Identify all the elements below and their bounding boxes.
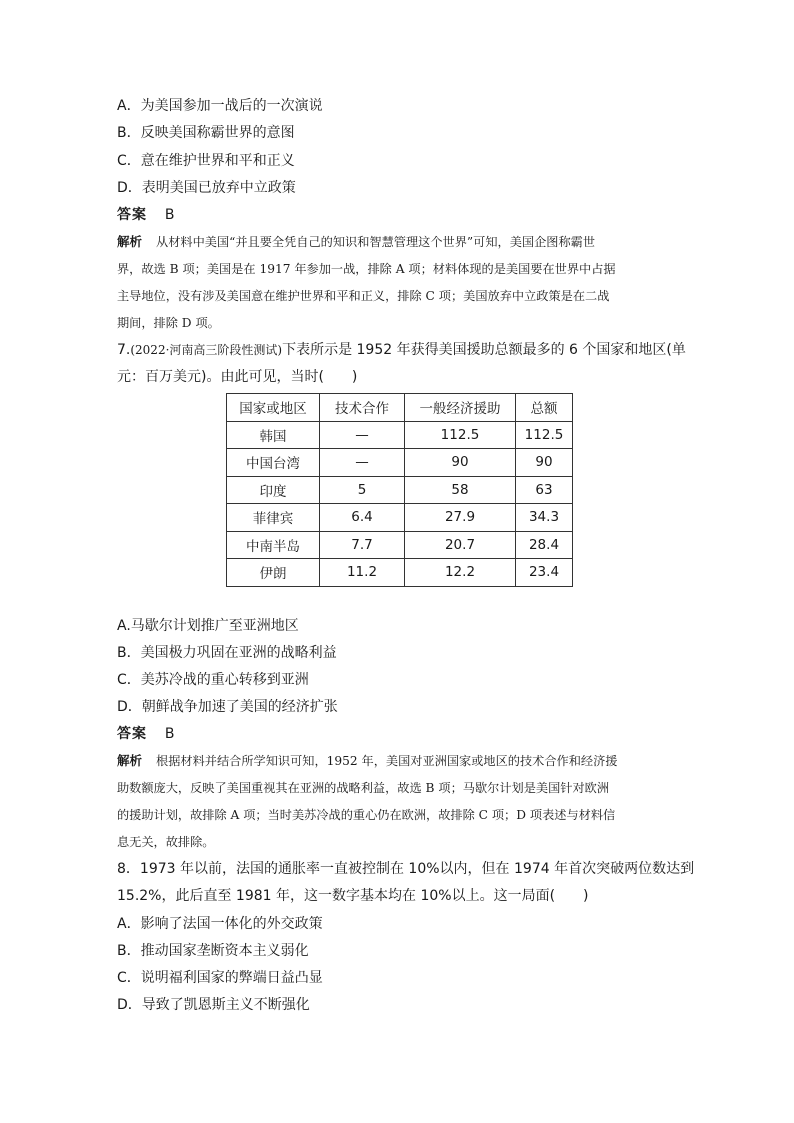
- table-cell: 伊朗: [227, 559, 320, 587]
- q7-stem-line-1: [117, 340, 686, 360]
- table-cell: 6.4: [320, 504, 405, 532]
- q7-option-b: B．美国极力巩固在亚洲的战略利益: [117, 645, 337, 661]
- table-row: [227, 504, 573, 532]
- q6-option-b: B．反映美国称霸世界的意图: [117, 125, 295, 141]
- q7-option-d: D．朝鲜战争加速了美国的经济扩张: [117, 699, 338, 715]
- table-header-cell: 一般经济援助: [405, 394, 516, 422]
- q7-analysis-label: 解析: [117, 753, 143, 768]
- table-cell: 27.9: [405, 504, 516, 532]
- q7-analysis-line-3: 的援助计划，故排除 A 项；当时美苏冷战的重心仍在欧洲，故排除 C 项；D 项表述与材料信: [117, 808, 616, 822]
- q7-answer-label: 答案: [117, 726, 147, 742]
- table-cell: 韩国: [227, 421, 320, 449]
- table-cell: 90: [405, 449, 516, 477]
- table-cell: 63: [516, 476, 573, 504]
- q8-option-a: A．影响了法国一体化的外交政策: [117, 916, 323, 932]
- table-header-cell: 总额: [516, 394, 573, 422]
- table-header-cell: 国家或地区: [227, 394, 320, 422]
- q6-analysis-line-3: 主导地位，没有涉及美国意在维护世界和平和正义，排除 C 项；美国放弃中立政策是在二战: [117, 289, 610, 303]
- table-row: [227, 531, 573, 559]
- q7-analysis-line-1: [117, 751, 617, 771]
- table-cell: 90: [516, 449, 573, 477]
- table-header-row: [227, 394, 573, 422]
- table-cell: 112.5: [516, 421, 573, 449]
- q7-analysis-line-2: 助数额庞大，反映了美国重视其在亚洲的战略利益，故选 B 项；马歇尔计划是美国针对欧洲: [117, 781, 610, 795]
- q7-analysis-text-1: 根据材料并结合所学知识可知，1952 年，美国对亚洲国家或地区的技术合作和经济援: [156, 754, 618, 768]
- table-cell: 中南半岛: [227, 531, 320, 559]
- q6-analysis-label: 解析: [117, 234, 143, 249]
- table-cell: 印度: [227, 476, 320, 504]
- q8-option-c: C．说明福利国家的弊端日益凸显: [117, 970, 323, 986]
- table-cell: 5: [320, 476, 405, 504]
- table-cell: 58: [405, 476, 516, 504]
- q6-option-d: D．表明美国已放弃中立政策: [117, 180, 296, 196]
- q7-answer: [117, 724, 174, 744]
- table-cell: 菲律宾: [227, 504, 320, 532]
- q8-stem-line-2: 15.2%，此后直至 1981 年，这一数字基本均在 10%以上。这一局面( ): [117, 888, 589, 904]
- table-cell: 112.5: [405, 421, 516, 449]
- q6-option-a: A．为美国参加一战后的一次演说: [117, 98, 323, 114]
- table-cell: 12.2: [405, 559, 516, 587]
- q6-analysis-line-4: 期间，排除 D 项。: [117, 316, 220, 330]
- table-header-cell: 技术合作: [320, 394, 405, 422]
- q7-stem-text-1: 下表所示是 1952 年获得美国援助总额最多的 6 个国家和地区(单: [282, 342, 686, 358]
- q7-number: 7.: [117, 342, 131, 358]
- aid-table: [226, 393, 573, 587]
- q7-source: (2022·河南高三阶段性测试): [130, 343, 283, 357]
- q6-answer: [117, 205, 174, 225]
- table-cell: 34.3: [516, 504, 573, 532]
- table-row: [227, 449, 573, 477]
- table-cell: —: [320, 449, 405, 477]
- q7-stem-line-2: 元：百万美元)。由此可见，当时( ): [117, 369, 358, 385]
- q7-option-c: C．美苏冷战的重心转移到亚洲: [117, 672, 309, 688]
- q6-analysis-text-1: 从材料中美国“并且要全凭自己的知识和智慧管理这个世界”可知，美国企图称霸世: [156, 235, 596, 249]
- q8-option-d: D．导致了凯恩斯主义不断强化: [117, 997, 310, 1013]
- table-cell: —: [320, 421, 405, 449]
- q7-option-a: A.马歇尔计划推广至亚洲地区: [117, 618, 299, 634]
- table-cell: 中国台湾: [227, 449, 320, 477]
- q7-answer-value: B: [164, 726, 175, 742]
- q7-analysis-line-4: 息无关，故排除。: [117, 835, 215, 849]
- q6-option-c: C．意在维护世界和平和正义: [117, 153, 295, 169]
- table-cell: 11.2: [320, 559, 405, 587]
- table-cell: 20.7: [405, 531, 516, 559]
- q6-answer-label: 答案: [117, 207, 147, 223]
- q6-analysis-line-1: [117, 232, 595, 252]
- q8-option-b: B．推动国家垄断资本主义弱化: [117, 943, 309, 959]
- q6-answer-value: B: [164, 207, 175, 223]
- table-row: [227, 421, 573, 449]
- table-row: [227, 559, 573, 587]
- table-row: [227, 476, 573, 504]
- q8-stem-line-1: 8．1973 年以前，法国的通胀率一直被控制在 10%以内，但在 1974 年首次突破两位数达到: [117, 861, 695, 877]
- table-cell: 7.7: [320, 531, 405, 559]
- table-cell: 23.4: [516, 559, 573, 587]
- table-cell: 28.4: [516, 531, 573, 559]
- q6-analysis-line-2: 界，故选 B 项；美国是在 1917 年参加一战，排除 A 项；材料体现的是美国要在世界中占据: [117, 262, 616, 276]
